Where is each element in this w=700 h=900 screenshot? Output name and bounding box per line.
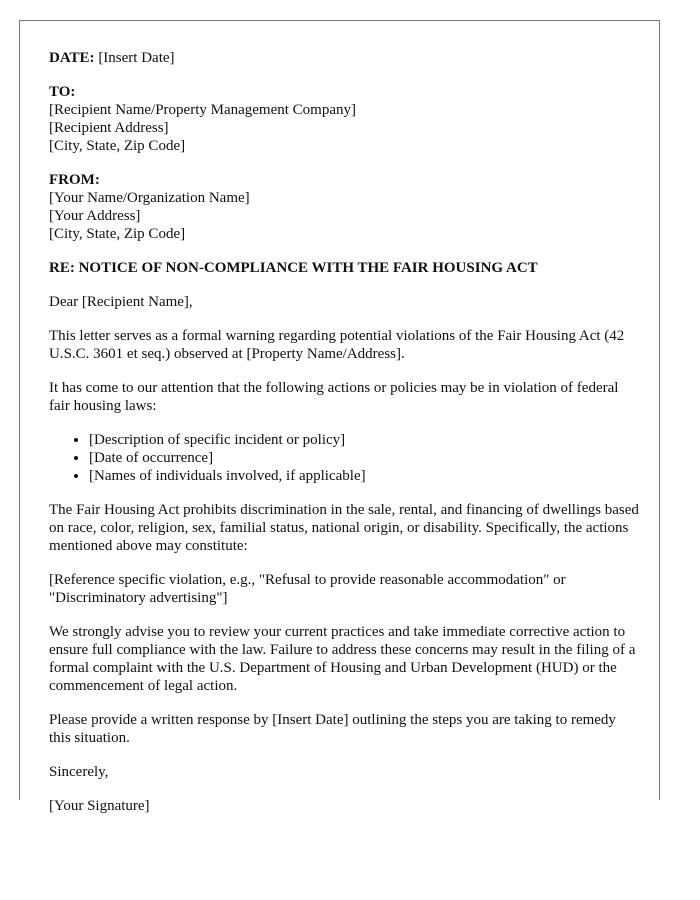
letter-content bbox=[49, 49, 639, 831]
to-label: TO: bbox=[49, 84, 76, 100]
salutation: Dear [Recipient Name], bbox=[49, 294, 193, 310]
attention-paragraph: It has come to our attention that the following actions or policies may be in violation of federal fair housing laws: bbox=[49, 380, 619, 414]
reference-paragraph: [Reference specific violation, e.g., "Refusal to provide reasonable accommodation" or "Discriminatory advertising"] bbox=[49, 572, 566, 606]
intro-paragraph: This letter serves as a formal warning regarding potential violations of the Fair Housing Act (42 U.S.C. 3601 et seq.) observed at [Property Name/Address]. bbox=[49, 328, 625, 362]
date-block bbox=[49, 49, 639, 67]
closing: Sincerely, bbox=[49, 764, 109, 780]
list-item: • [Date of occurrence] bbox=[89, 449, 639, 467]
from-block bbox=[49, 171, 639, 243]
from-city-state-zip: [City, State, Zip Code] bbox=[49, 226, 186, 242]
signature-placeholder: [Your Signature] bbox=[49, 798, 150, 814]
list-item: • [Names of individuals involved, if applicable] bbox=[89, 467, 639, 485]
date-label: DATE: bbox=[49, 50, 95, 66]
from-sender-name: [Your Name/Organization Name] bbox=[49, 190, 250, 206]
to-block bbox=[49, 83, 639, 155]
from-label: FROM: bbox=[49, 172, 100, 188]
prohibits-paragraph: The Fair Housing Act prohibits discrimination in the sale, rental, and financing of dwellings based on race, color, religion, sex, familial status, national origin, or disability. Specifically, the actions mentioned above may constitute: bbox=[49, 502, 639, 554]
date-value: [Insert Date] bbox=[98, 50, 175, 66]
response-paragraph: Please provide a written response by [Insert Date] outlining the steps you are taking to remedy this situation. bbox=[49, 712, 616, 746]
subject-line: RE: NOTICE OF NON-COMPLIANCE WITH THE FAIR HOUSING ACT bbox=[49, 260, 538, 276]
to-recipient-address: [Recipient Address] bbox=[49, 120, 169, 136]
list-item: • [Description of specific incident or policy] bbox=[89, 431, 639, 449]
issues-list bbox=[49, 431, 639, 485]
to-recipient-name: [Recipient Name/Property Management Company] bbox=[49, 102, 356, 118]
from-sender-address: [Your Address] bbox=[49, 208, 141, 224]
letter-page bbox=[19, 20, 660, 814]
to-city-state-zip: [City, State, Zip Code] bbox=[49, 138, 186, 154]
advise-paragraph: We strongly advise you to review your current practices and take immediate corrective action to ensure full compliance with the law. Failure to address these concerns may result in the filing of a formal complaint with the U.S. Department of Housing and Urban Development (HUD) or the commencement of legal action. bbox=[49, 624, 636, 694]
